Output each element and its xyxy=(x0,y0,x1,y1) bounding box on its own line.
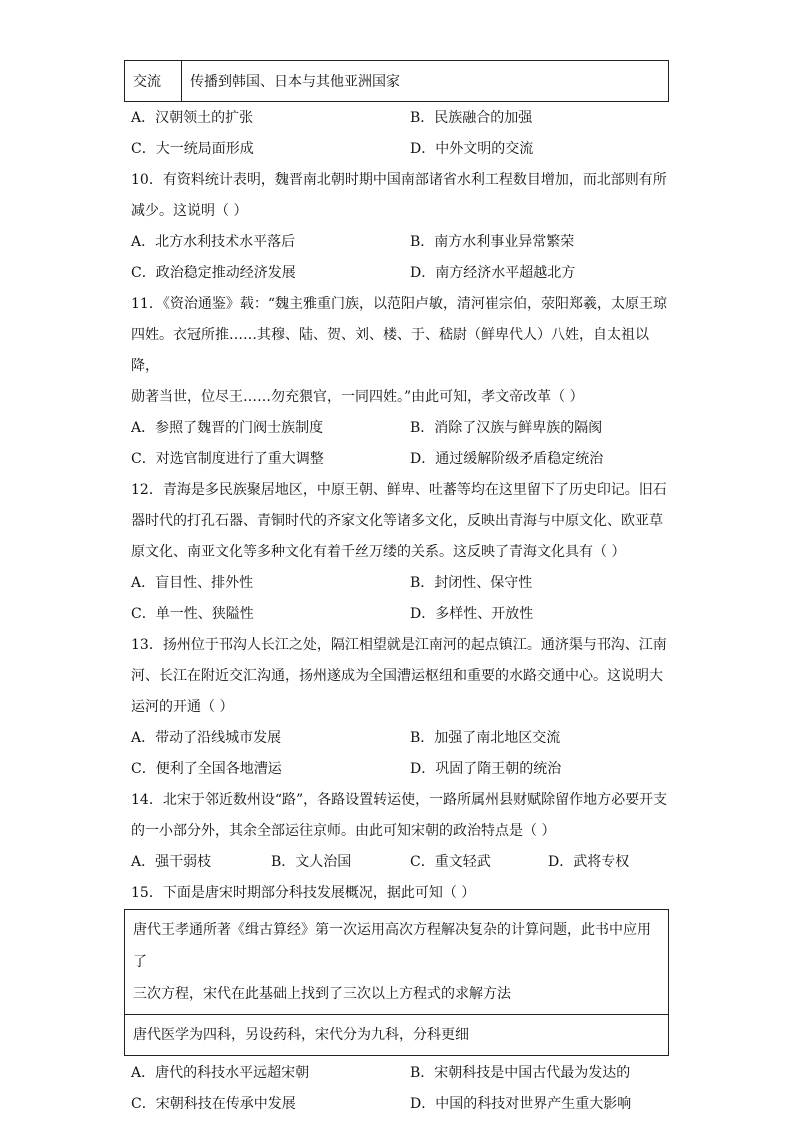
q13-option-d[interactable]: D．巩固了隋王朝的统治 xyxy=(410,761,562,777)
q12-option-d[interactable]: D．多样性、开放性 xyxy=(410,606,534,622)
q12-options-row-2 xyxy=(124,599,669,630)
q15-options-row-1 xyxy=(124,1058,669,1089)
q9-options-row-2 xyxy=(124,134,669,165)
q12-option-b[interactable]: B．封闭性、保守性 xyxy=(410,575,533,591)
q9-option-b[interactable]: B．民族融合的加强 xyxy=(410,110,533,126)
q10-line-2: 减少。这说明（ ） xyxy=(131,203,248,219)
q14-option-c[interactable]: C．重文轻武 xyxy=(410,854,491,870)
table-cell-label: 交流 xyxy=(125,61,182,102)
exam-page xyxy=(124,60,669,1120)
q13-options-row-2 xyxy=(124,754,669,785)
q11-line-1: 11．《资治通鉴》载：“魏主雅重门族，以范阳卢敏，清河崔宗伯，荥阳郑羲，太原王琼 xyxy=(131,296,667,312)
table-row xyxy=(125,61,669,102)
q9-option-d[interactable]: D．中外文明的交流 xyxy=(410,141,534,157)
q10-options-row-1 xyxy=(124,227,669,258)
q13-options-row-1 xyxy=(124,723,669,754)
q15-stem xyxy=(124,878,669,909)
q11-option-d[interactable]: D．通过缓解阶级矛盾稳定统治 xyxy=(410,451,604,467)
q10-option-d[interactable]: D．南方经济水平超越北方 xyxy=(410,265,576,281)
q10-option-a[interactable]: A．北方水利技术水平落后 xyxy=(131,234,296,250)
q14-line-2: 的一小部分外，其余全部运往京师。由此可知宋朝的政治特点是（ ） xyxy=(131,823,556,839)
q12-option-a[interactable]: A．盲目性、排外性 xyxy=(131,575,254,591)
q10-option-b[interactable]: B．南方水利事业异常繁荣 xyxy=(410,234,575,250)
q11-option-a[interactable]: A．参照了魏晋的门阀士族制度 xyxy=(131,420,324,436)
q11-line-2: 四姓。衣冠所推……其穆、陆、贺、刘、楼、于、嵇尉（鲜卑代人）八姓，自太祖以降， xyxy=(131,327,649,374)
q15-option-c[interactable]: C．宋朝科技在传承中发展 xyxy=(131,1096,296,1112)
q12-option-c[interactable]: C．单一性、狭隘性 xyxy=(131,606,254,622)
q15-info-row-1-line-1: 唐代王孝通所著《缉古算经》第一次运用高次方程解决复杂的计算问题，此书中应用了 xyxy=(133,922,651,970)
top-table xyxy=(124,60,669,102)
q14-option-b[interactable]: B．文人治国 xyxy=(271,854,352,870)
q13-line-2: 河、长江在附近交汇沟通，扬州遂成为全国漕运枢纽和重要的水路交通中心。这说明大 xyxy=(131,668,663,684)
q10-stem xyxy=(124,165,669,227)
q14-option-a[interactable]: A．强干弱枝 xyxy=(131,854,212,870)
q9-option-c[interactable]: C．大一统局面形成 xyxy=(131,141,254,157)
q12-line-3: 原文化、南亚文化等多种文化有着千丝万缕的关系。这反映了青海文化具有（ ） xyxy=(131,544,626,560)
q13-option-a[interactable]: A．带动了沿线城市发展 xyxy=(131,730,282,746)
q15-info-row-2 xyxy=(125,1014,668,1055)
q15-info-row-1-line-2: 三次方程，宋代在此基础上找到了三次以上方程式的求解方法 xyxy=(133,986,511,1002)
q15-info-row-1 xyxy=(125,910,668,1014)
q13-stem xyxy=(124,630,669,723)
q11-option-b[interactable]: B．消除了汉族与鲜卑族的隔阂 xyxy=(410,420,603,436)
q11-option-c[interactable]: C．对选官制度进行了重大调整 xyxy=(131,451,324,467)
q12-line-2: 器时代的打孔石器、青铜时代的齐家文化等诸多文化，反映出青海与中原文化、欧亚草 xyxy=(131,513,663,529)
q11-options-row-1 xyxy=(124,413,669,444)
q12-options-row-1 xyxy=(124,568,669,599)
q15-info-table xyxy=(124,909,669,1056)
q15-info-row-2-line-1: 唐代医学为四科，另设药科，宋代分为九科，分科更细 xyxy=(133,1027,469,1043)
q11-line-3: 勋著当世，位尽王……勿充猥官，一同四姓。”由此可知，孝文帝改革（ ） xyxy=(131,389,584,405)
table-cell-content: 传播到韩国、日本与其他亚洲国家 xyxy=(182,61,669,102)
q13-option-c[interactable]: C．便利了全国各地漕运 xyxy=(131,761,282,777)
q9-option-a[interactable]: A．汉朝领土的扩张 xyxy=(131,110,254,126)
q12-stem xyxy=(124,475,669,568)
q12-line-1: 12．青海是多民族聚居地区，中原王朝、鲜卑、吐蕃等均在这里留下了历史印记。旧石 xyxy=(131,482,667,498)
q11-stem xyxy=(124,289,669,413)
q10-option-c[interactable]: C．政治稳定推动经济发展 xyxy=(131,265,296,281)
q10-options-row-2 xyxy=(124,258,669,289)
q13-line-1: 13．扬州位于邗沟人长江之处，隔江相望就是江南河的起点镇江。通济渠与邗沟、江南 xyxy=(131,637,667,653)
q9-options-row-1 xyxy=(124,103,669,134)
q15-option-a[interactable]: A．唐代的科技水平远超宋朝 xyxy=(131,1065,310,1081)
q10-line-1: 10．有资料统计表明，魏晋南北朝时期中国南部诸省水利工程数目增加，而北部则有所 xyxy=(131,172,667,188)
q14-stem xyxy=(124,785,669,847)
q14-options-row xyxy=(124,847,669,878)
q15-option-d[interactable]: D．中国的科技对世界产生重大影响 xyxy=(410,1096,632,1112)
q13-line-3: 运河的开通（ ） xyxy=(131,699,234,715)
q14-line-1: 14．北宋于邻近数州设“路”，各路设置转运使，一路所属州县财赋除留作地方必要开支 xyxy=(131,792,668,808)
q15-options-row-2 xyxy=(124,1089,669,1120)
q15-line-1: 15．下面是唐宋时期部分科技发展概况，据此可知（ ） xyxy=(131,885,476,901)
q14-option-d[interactable]: D．武将专权 xyxy=(548,854,630,870)
q11-options-row-2 xyxy=(124,444,669,475)
q15-option-b[interactable]: B．宋朝科技是中国古代最为发达的 xyxy=(410,1065,631,1081)
q13-option-b[interactable]: B．加强了南北地区交流 xyxy=(410,730,561,746)
